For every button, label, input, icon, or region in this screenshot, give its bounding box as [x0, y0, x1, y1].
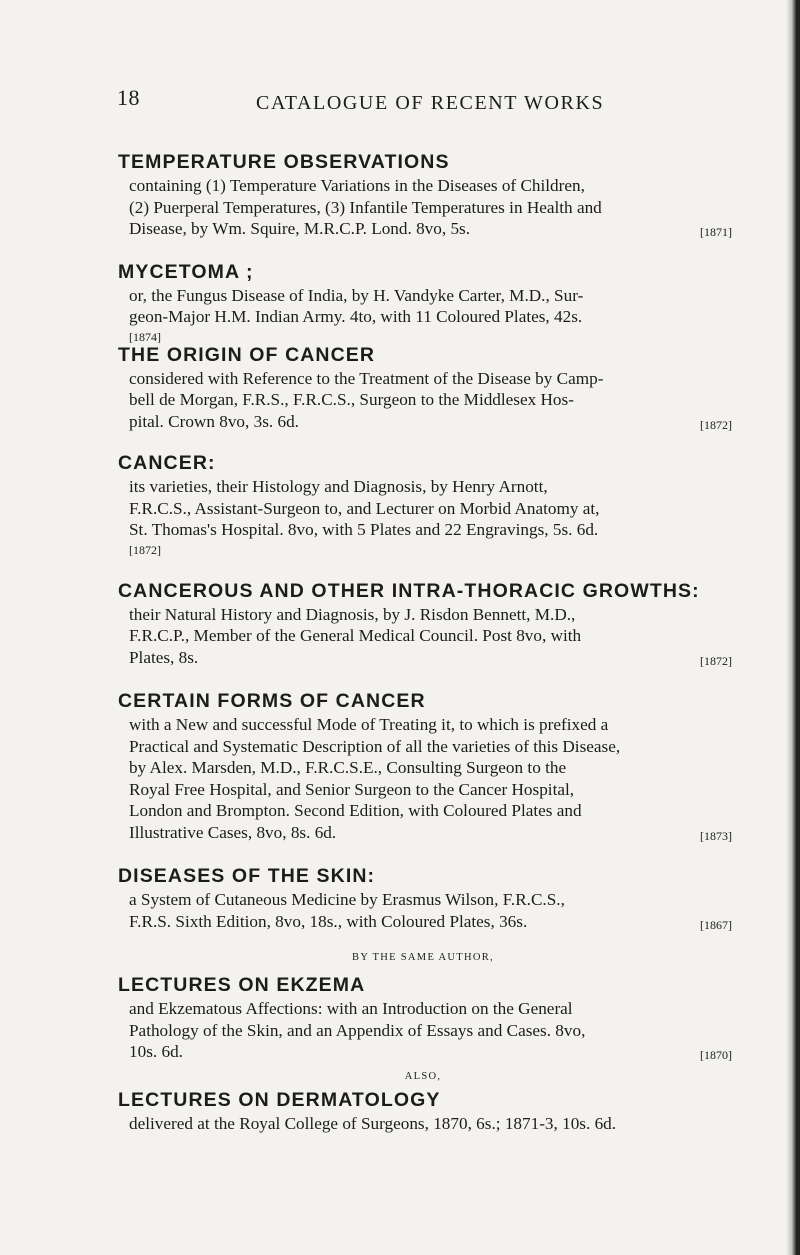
- catalogue-entry: [118, 864, 732, 932]
- entry-line: [1870] 10s. 6d.: [129, 1041, 728, 1063]
- entry-line: bell de Morgan, F.R.S., F.R.C.S., Surgeon to the Middlesex Hos-: [129, 390, 574, 409]
- entry-line: [1873] Illustrative Cases, 8vo, 8s. 6d.: [129, 822, 728, 844]
- entry-line: or, the Fungus Disease of India, by H. Vandyke Carter, M.D., Sur-: [129, 285, 584, 305]
- entry-line: [1867] F.R.S. Sixth Edition, 8vo, 18s., with Coloured Plates, 36s.: [129, 911, 728, 933]
- running-head: CATALOGUE OF RECENT WORKS: [256, 92, 605, 114]
- entry-year: [1871]: [700, 225, 732, 239]
- entry-line: and Ekzematous Affections: with an Introduction on the General: [129, 999, 573, 1018]
- catalogue-entry: [118, 343, 732, 433]
- entry-description: [129, 604, 732, 669]
- entry-title: CANCER:: [118, 452, 216, 474]
- entry-title: DISEASES OF THE SKIN:: [118, 865, 376, 887]
- entry-line: its varieties, their Histology and Diagnosis, by Henry Arnott,: [129, 477, 548, 496]
- entry-line: [1871] Disease, by Wm. Squire, M.R.C.P. Lond. 8vo, 5s.: [129, 218, 728, 240]
- catalogue-entry: [118, 952, 732, 1063]
- entry-year: [1874]: [129, 329, 161, 344]
- entry-note: ALSO,: [404, 1070, 442, 1082]
- entry-year: [1872]: [700, 653, 732, 668]
- entry-line: [1872] Plates, 8s.: [129, 647, 728, 669]
- entry-line: delivered at the Royal College of Surgeons, 1870, 6s.; 1871-3, 10s. 6d.: [129, 1113, 617, 1133]
- catalogue-entry: [118, 260, 728, 346]
- entry-description: [129, 889, 732, 932]
- entry-description: [129, 476, 728, 559]
- catalogue-entry: [118, 150, 732, 240]
- entry-description: [129, 368, 732, 433]
- entry-title: TEMPERATURE OBSERVATIONS: [118, 151, 450, 173]
- entry-line: F.R.C.P., Member of the General Medical Council. Post 8vo, with: [129, 626, 582, 645]
- page-header: [0, 85, 800, 125]
- entry-line: [1872] pital. Crown 8vo, 3s. 6d.: [129, 411, 728, 433]
- catalogue-entries: [118, 150, 732, 1134]
- entry-title: CANCEROUS AND OTHER INTRA-THORACIC GROWTHS:: [118, 579, 700, 602]
- entry-line: their Natural History and Diagnosis, by J. Risdon Bennett, M.D.,: [129, 604, 576, 624]
- entry-description: [129, 1113, 728, 1135]
- entry-line: geon-Major H.M. Indian Army. 4to, with 11 Coloured Plates, 42s.: [129, 307, 583, 326]
- entry-description: [129, 175, 732, 240]
- entry-title: THE ORIGIN OF CANCER: [118, 343, 376, 366]
- entry-line: St. Thomas's Hospital. 8vo, with 5 Plates and 22 Engravings, 5s. 6d.: [129, 520, 599, 539]
- page-number: 18: [117, 85, 140, 110]
- entry-description: [129, 998, 732, 1063]
- entry-title: LECTURES ON EKZEMA: [118, 974, 366, 996]
- entry-year: [1870]: [700, 1048, 732, 1062]
- entry-line: London and Brompton. Second Edition, with Coloured Plates and: [129, 801, 582, 820]
- catalogue-entry: [118, 689, 732, 843]
- entry-year: [1872]: [129, 542, 161, 557]
- entry-description: [129, 714, 732, 843]
- entry-line: Royal Free Hospital, and Senior Surgeon to the Cancer Hospital,: [129, 779, 575, 799]
- entry-line: with a New and successful Mode of Treating it, to which is prefixed a: [129, 715, 609, 734]
- catalogue-entry: [118, 579, 732, 669]
- entry-year: [1867]: [700, 917, 732, 932]
- entry-note: BY THE SAME AUTHOR,: [352, 952, 494, 963]
- entry-title: LECTURES ON DERMATOLOGY: [118, 1088, 441, 1111]
- entry-line: (2) Puerperal Temperatures, (3) Infantile Temperatures in Health and: [129, 197, 602, 217]
- entry-description: [129, 285, 728, 346]
- entry-line: by Alex. Marsden, M.D., F.R.C.S.E., Consulting Surgeon to the: [129, 758, 567, 777]
- entry-year: [1873]: [700, 828, 732, 843]
- entry-line: Pathology of the Skin, and an Appendix of Essays and Cases. 8vo,: [129, 1020, 586, 1040]
- page-edge-dark: [796, 0, 800, 1255]
- entry-title: MYCETOMA ;: [118, 260, 254, 283]
- entry-line: a System of Cutaneous Medicine by Erasmus Wilson, F.R.C.S.,: [129, 890, 565, 909]
- entry-line: Practical and Systematic Description of all the varieties of this Disease,: [129, 736, 621, 756]
- entry-year: [1872]: [700, 417, 732, 432]
- catalogue-entry: [118, 451, 728, 559]
- entry-line: containing (1) Temperature Variations in the Diseases of Children,: [129, 176, 585, 195]
- entry-line: F.R.C.S., Assistant-Surgeon to, and Lecturer on Morbid Anatomy at,: [129, 498, 600, 518]
- entry-line: considered with Reference to the Treatment of the Disease by Camp-: [129, 368, 604, 388]
- entry-title: CERTAIN FORMS OF CANCER: [118, 690, 426, 712]
- catalogue-entry: [118, 1071, 728, 1135]
